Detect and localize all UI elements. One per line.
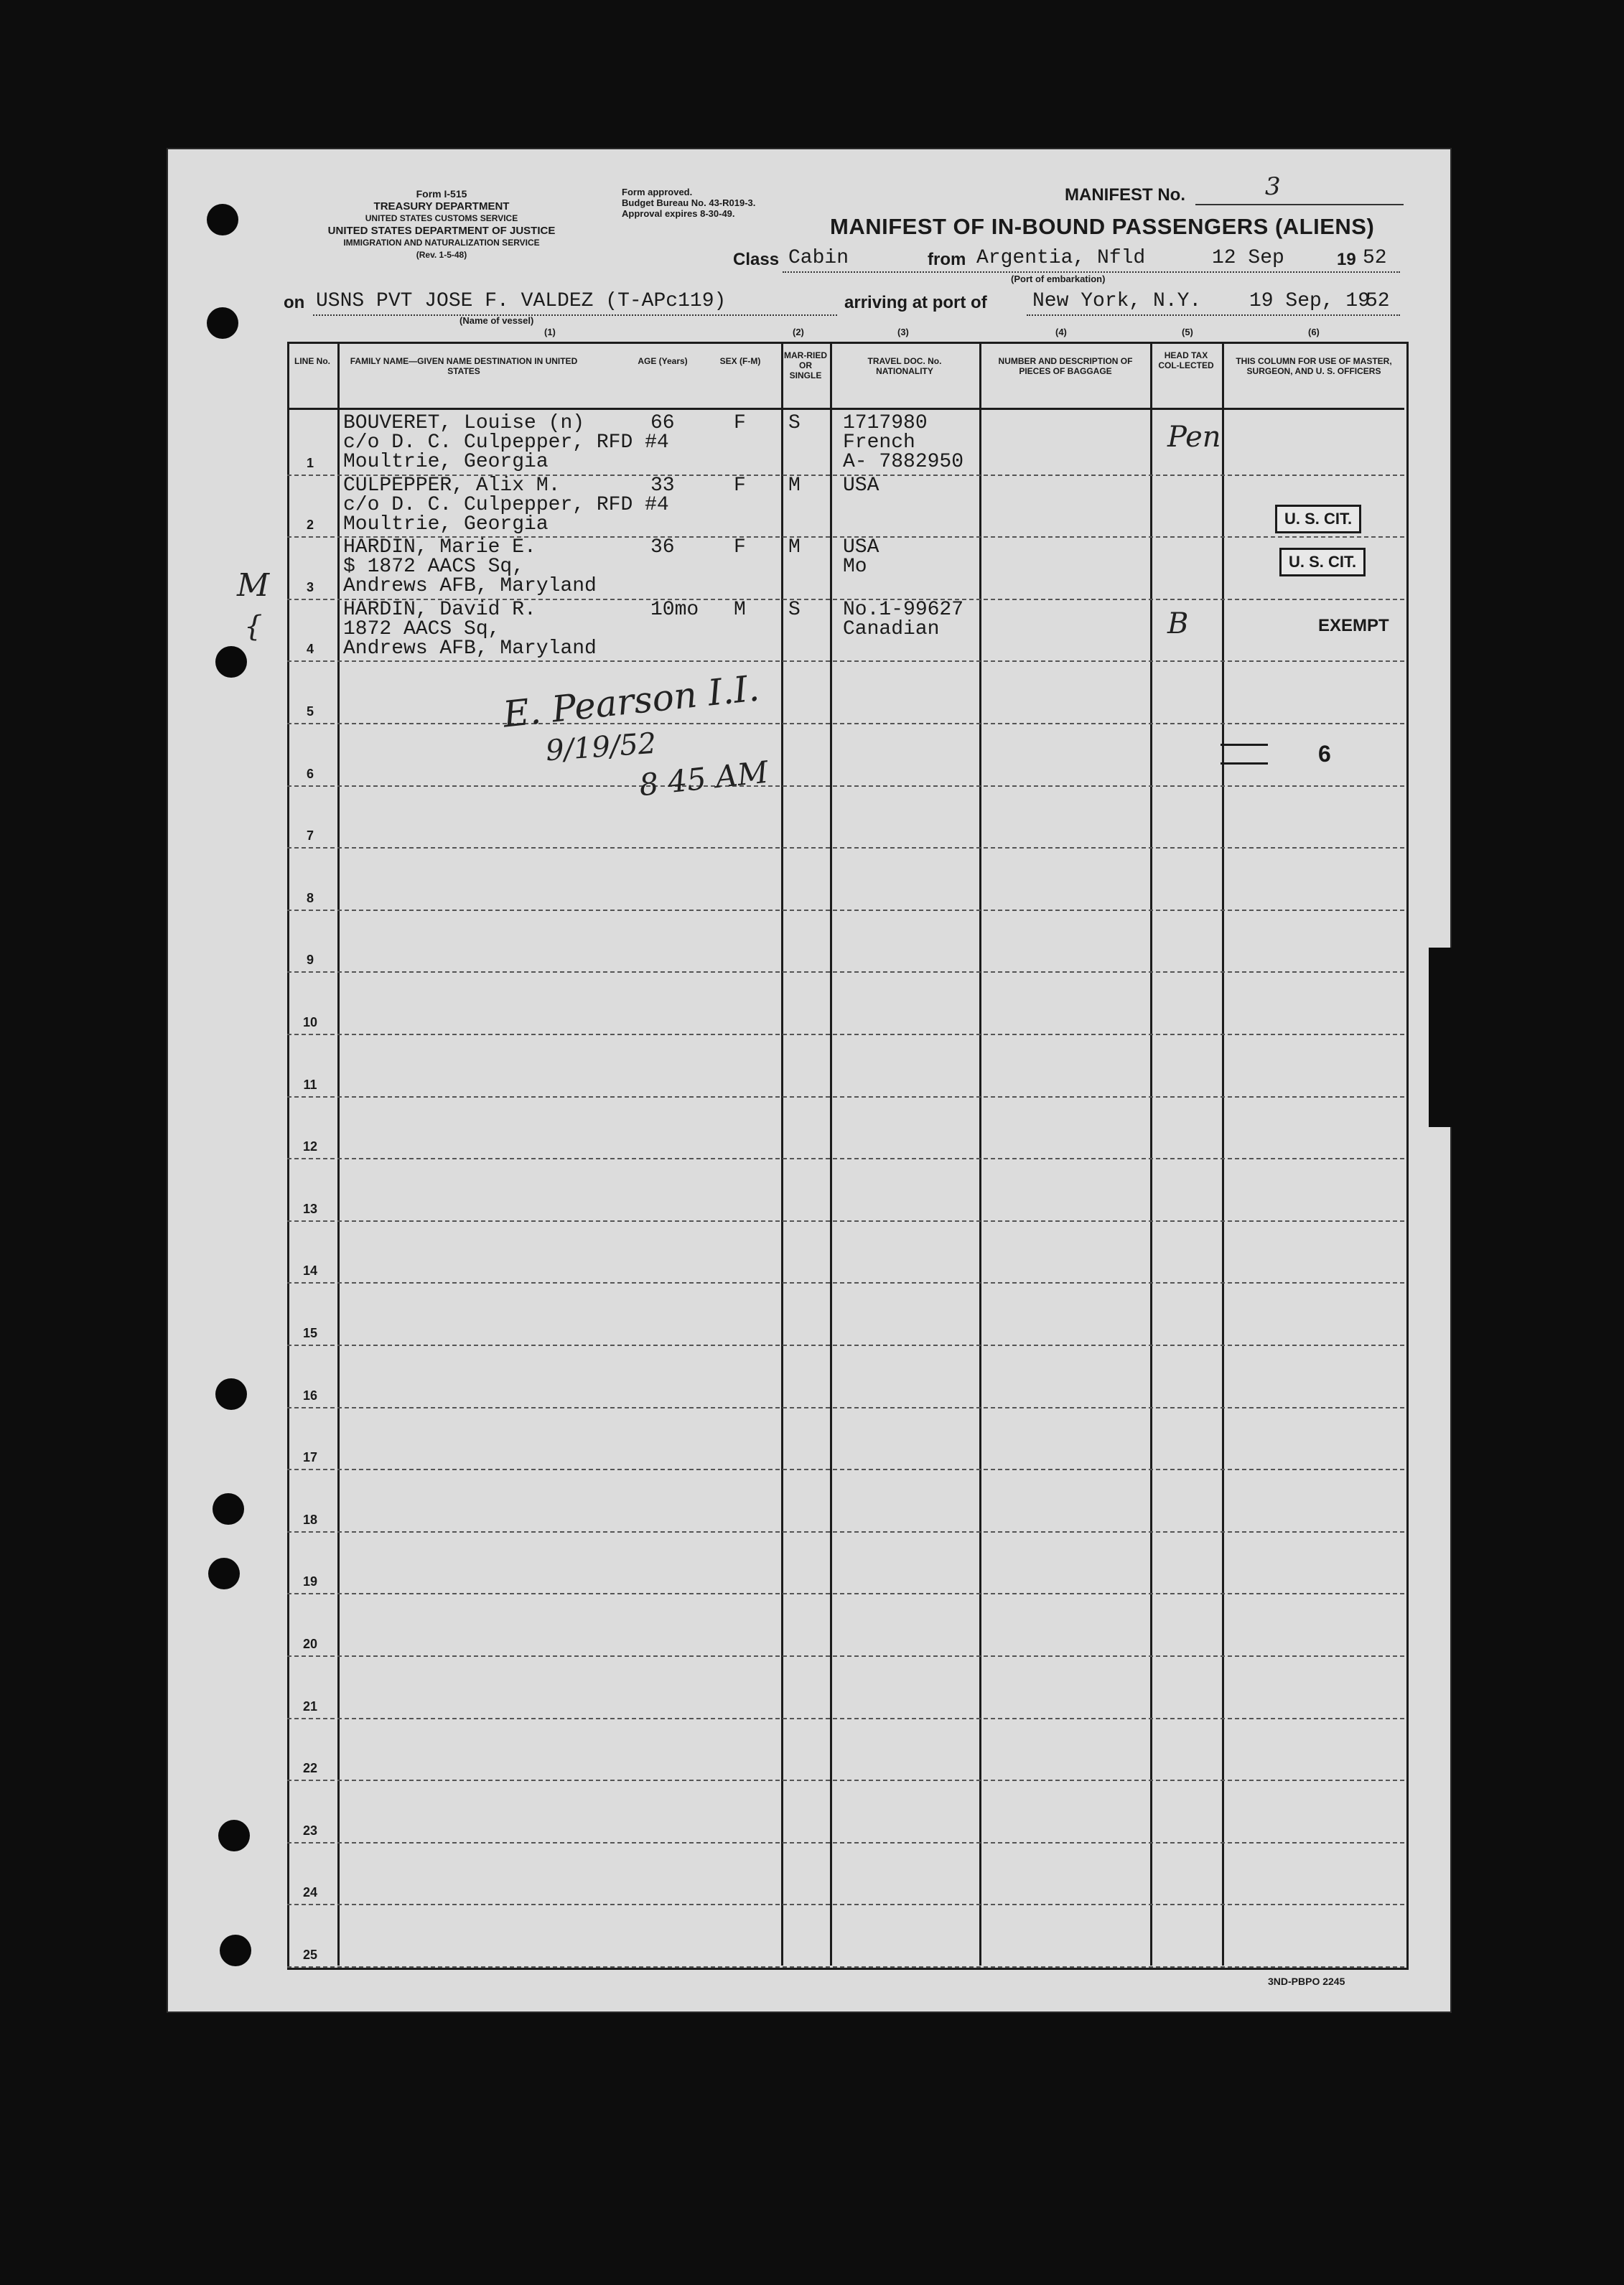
line-number: 6 [306, 767, 314, 781]
manifest-underline [1195, 204, 1404, 205]
line-number: 11 [303, 1078, 317, 1092]
row-separator [287, 785, 1404, 787]
row-separator [287, 910, 1404, 911]
page-notch [1429, 948, 1457, 1127]
line-number: 16 [302, 1388, 318, 1403]
travel-doc-line: French [843, 431, 915, 454]
passenger-marital-status: M [788, 475, 801, 497]
justice-dept: UNITED STATES DEPARTMENT OF JUSTICE [327, 225, 556, 237]
expiry-line: Approval expires 8-30-49. [622, 208, 735, 219]
punch-hole [208, 1558, 240, 1589]
col-divider [1150, 342, 1152, 1966]
header-travel-doc: TRAVEL DOC. No. NATIONALITY [867, 356, 942, 376]
arrival-underline [1027, 314, 1400, 316]
manifest-number: 3 [1265, 172, 1281, 201]
row-separator [287, 1842, 1404, 1844]
line-number: 5 [306, 704, 314, 719]
us-citizen-stamp: U. S. CIT. [1279, 548, 1366, 576]
tally-mark [1221, 762, 1268, 765]
header-age: AGE (Years) [638, 356, 688, 366]
line-number: 12 [302, 1139, 318, 1154]
approval-block [622, 187, 755, 219]
line-number: 7 [306, 828, 314, 843]
embarkation-date: 12 Sep [1212, 247, 1284, 269]
col-divider [979, 342, 981, 1966]
passenger-age: 36 [650, 536, 675, 559]
line-number: 1 [306, 456, 314, 470]
row-separator [287, 1718, 1404, 1719]
punch-hole [220, 1935, 251, 1966]
punch-hole [207, 307, 238, 339]
header-officers: THIS COLUMN FOR USE OF MASTER, SURGEON, AND U. S. OFFICERS [1236, 356, 1392, 376]
line-number: 4 [306, 642, 314, 656]
col-divider [781, 342, 783, 1966]
vessel-caption: (Name of vessel) [459, 315, 534, 326]
form-number: Form I-515 [416, 188, 467, 200]
line-number: 14 [302, 1263, 318, 1278]
approval-line: Form approved. [622, 187, 693, 197]
margin-bracket: { [244, 610, 263, 643]
passenger-name-line: BOUVERET, Louise (n) [343, 412, 585, 434]
line-number: 15 [302, 1326, 318, 1340]
form-header-block [284, 188, 599, 261]
line-number: 13 [302, 1202, 318, 1216]
col-num-2: (2) [793, 327, 804, 337]
line-number: 17 [302, 1450, 318, 1464]
budget-line: Budget Bureau No. 43-R019-3. [622, 197, 756, 208]
row-separator [287, 1345, 1404, 1346]
treasury-dept: TREASURY DEPARTMENT [373, 200, 510, 212]
row-separator [287, 1904, 1404, 1905]
passenger-marital-status: S [788, 599, 801, 621]
row-separator [287, 1780, 1404, 1781]
travel-doc-line: USA [843, 475, 879, 497]
line-number: 19 [302, 1574, 318, 1589]
signature-time: 8 45 AM [637, 754, 770, 803]
col-divider [337, 342, 340, 1966]
revision: (Rev. 1-5-48) [416, 250, 467, 260]
passenger-age: 10mo [650, 599, 699, 621]
passenger-age: 33 [650, 475, 675, 497]
year-suffix: 52 [1363, 247, 1387, 269]
passenger-sex: F [734, 475, 746, 497]
exempt-stamp: EXEMPT [1318, 616, 1389, 635]
passenger-name-line: CULPEPPER, Alix M. [343, 475, 561, 497]
col-num-4: (4) [1055, 327, 1067, 337]
row-separator [287, 723, 1404, 724]
head-tax-mark: B [1167, 607, 1189, 640]
line-number: 23 [302, 1823, 318, 1838]
row-separator [287, 1966, 1404, 1968]
passenger-name-line: Moultrie, Georgia [343, 451, 549, 473]
travel-doc-line: 1717980 [843, 412, 928, 434]
passenger-name-line: c/o D. C. Culpepper, RFD #4 [343, 431, 669, 454]
row-separator [287, 1220, 1404, 1222]
passenger-name-line: Andrews AFB, Maryland [343, 637, 597, 660]
margin-initials: M [237, 567, 270, 604]
row-separator [287, 1531, 1404, 1533]
line-number: 18 [302, 1513, 318, 1527]
arrival-port: New York, N.Y. [1032, 290, 1202, 312]
row-separator [287, 1282, 1404, 1284]
year-prefix: 19 [1337, 250, 1356, 269]
line-number: 8 [306, 891, 314, 905]
vessel-name: USNS PVT JOSE F. VALDEZ (T-APc119) [316, 290, 727, 312]
inspector-signature: E. Pearson I.I. [500, 667, 762, 736]
line-number: 22 [302, 1761, 318, 1775]
line-number: 10 [302, 1015, 318, 1029]
travel-doc-line: Canadian [843, 618, 940, 640]
punch-hole [215, 646, 247, 678]
col-num-3: (3) [897, 327, 909, 337]
travel-doc-line: USA [843, 536, 879, 559]
header-name: FAMILY NAME—GIVEN NAME DESTINATION IN UNITED STATES [350, 356, 578, 376]
embarkation-port: Argentia, Nfld [976, 247, 1146, 269]
passenger-total: 6 [1318, 741, 1331, 767]
line-number: 24 [302, 1885, 318, 1900]
port-caption: (Port of embarkation) [1011, 274, 1106, 284]
arriving-label: arriving at port of [844, 293, 987, 312]
header-head-tax: HEAD TAX COL-LECTED [1158, 350, 1214, 370]
punch-hole [215, 1378, 247, 1410]
row-separator [287, 1469, 1404, 1470]
col-num-1: (1) [544, 327, 556, 337]
passenger-name-line: HARDIN, Marie E. [343, 536, 536, 559]
passenger-name-line: Moultrie, Georgia [343, 513, 549, 536]
punch-hole [218, 1820, 250, 1851]
row-separator [287, 1158, 1404, 1159]
row-separator [287, 971, 1404, 973]
col-divider [1222, 342, 1224, 1966]
col-num-5: (5) [1182, 327, 1193, 337]
passenger-sex: F [734, 536, 746, 559]
row-separator [287, 1034, 1404, 1035]
arrival-date: 19 Sep, 19 [1249, 290, 1371, 312]
line-number: 3 [306, 580, 314, 594]
header-sex: SEX (F-M) [719, 356, 761, 366]
header-line-no: LINE No. [294, 356, 330, 366]
ins-name: IMMIGRATION AND NATURALIZATION SERVICE [343, 238, 540, 248]
passenger-name-line: c/o D. C. Culpepper, RFD #4 [343, 494, 669, 516]
line-number: 21 [302, 1699, 318, 1714]
travel-doc-line: Mo [843, 556, 867, 578]
travel-doc-line: A- 7882950 [843, 451, 964, 473]
punch-hole [207, 204, 238, 235]
line-number: 25 [302, 1948, 318, 1962]
row-separator [287, 1407, 1404, 1408]
passenger-marital-status: M [788, 536, 801, 559]
passenger-sex: F [734, 412, 746, 434]
row-separator [287, 1096, 1404, 1098]
passenger-age: 66 [650, 412, 675, 434]
passenger-name-line: Andrews AFB, Maryland [343, 575, 597, 597]
line-number: 2 [306, 518, 314, 532]
passenger-name-line: HARDIN, David R. [343, 599, 536, 621]
header-baggage: NUMBER AND DESCRIPTION OF PIECES OF BAGGAGE [998, 356, 1133, 376]
customs-service: UNITED STATES CUSTOMS SERVICE [365, 213, 518, 223]
arrival-year: 52 [1366, 290, 1390, 312]
vessel-underline [313, 314, 837, 316]
travel-doc-line: No.1-99627 [843, 599, 964, 621]
footer-code: 3ND-PBPO 2245 [1268, 1976, 1345, 1987]
row-separator [287, 1655, 1404, 1657]
row-separator [287, 660, 1404, 662]
from-label: from [928, 250, 966, 269]
line-number: 9 [306, 953, 314, 967]
header-married: MAR-RIED OR SINGLE [784, 350, 827, 380]
on-label: on [284, 293, 305, 312]
col-divider [830, 342, 832, 1966]
tally-mark [1221, 744, 1268, 746]
passenger-name-line: 1872 AACS Sq, [343, 618, 500, 640]
col-num-6: (6) [1308, 327, 1320, 337]
row-separator [287, 1593, 1404, 1594]
manifest-number-label: MANIFEST No. [1065, 185, 1185, 205]
class-value: Cabin [788, 247, 849, 269]
page-title: MANIFEST OF IN-BOUND PASSENGERS (ALIENS) [830, 214, 1375, 239]
passenger-marital-status: S [788, 412, 801, 434]
class-label: Class [733, 250, 780, 269]
punch-hole [213, 1493, 244, 1525]
header-rule [287, 408, 1404, 410]
passenger-name-line: $ 1872 AACS Sq, [343, 556, 525, 578]
head-tax-mark: Pen [1167, 421, 1221, 454]
passenger-sex: M [734, 599, 746, 621]
row-separator [287, 847, 1404, 849]
us-citizen-stamp: U. S. CIT. [1275, 505, 1361, 533]
signature-date: 9/19/52 [544, 726, 658, 768]
line-number: 20 [302, 1637, 318, 1651]
